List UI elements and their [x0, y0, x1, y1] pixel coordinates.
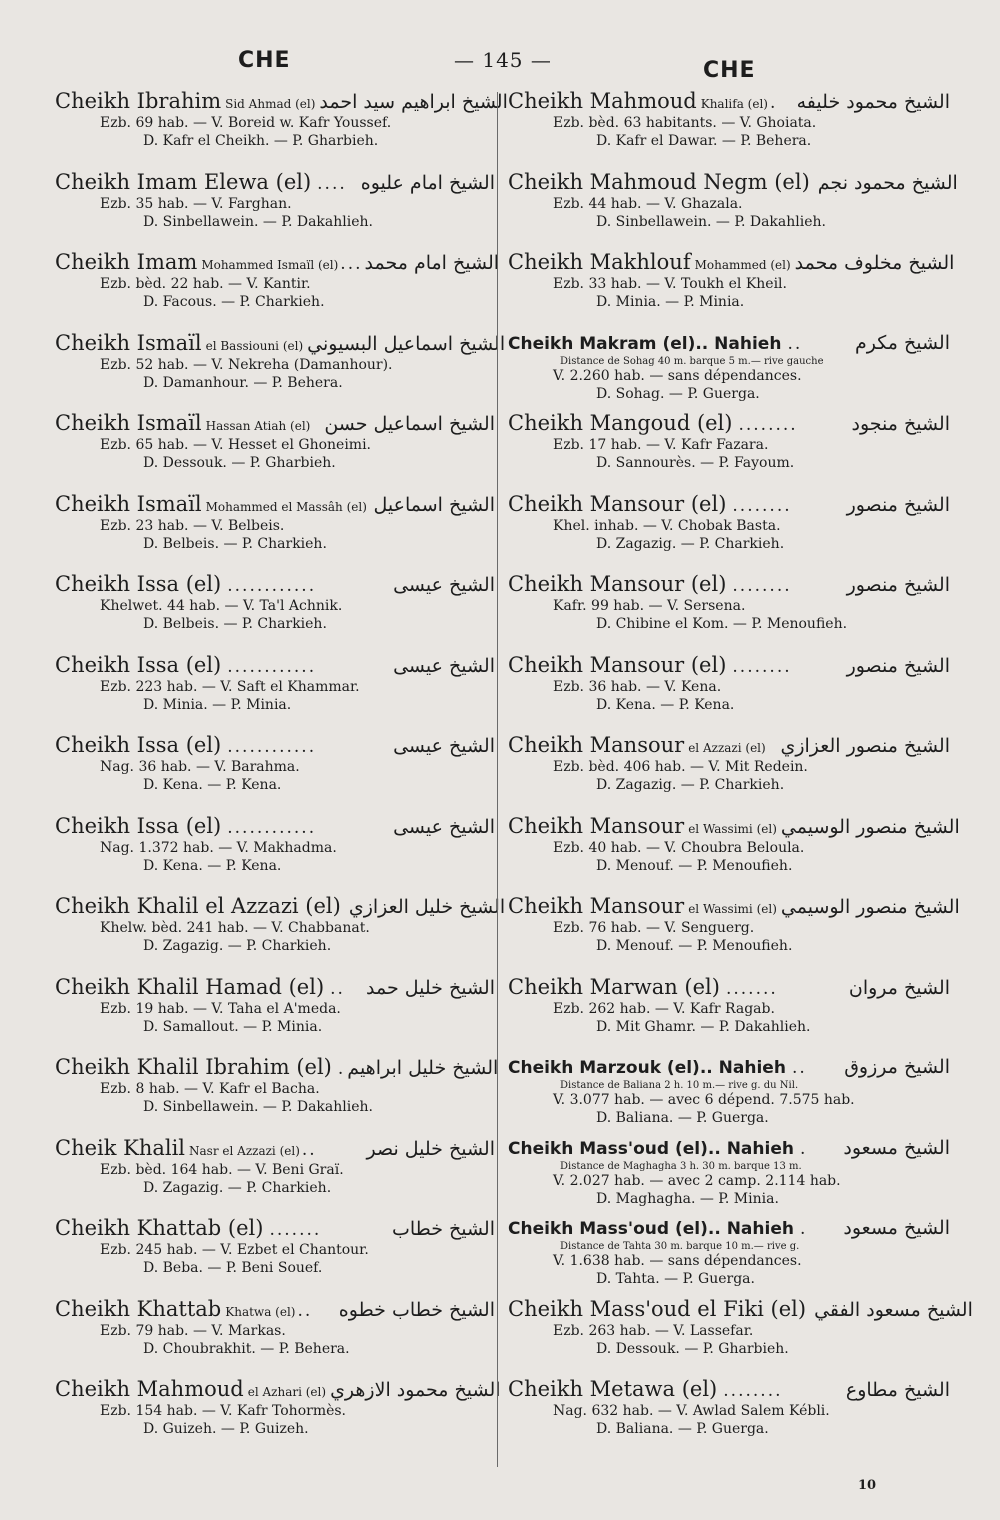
entry-detail-line: Ezb. bèd. 22 hab. — V. Kantir.	[100, 276, 311, 292]
entry-name: Cheikh Ibrahim	[55, 89, 222, 113]
directory-entry	[508, 88, 950, 169]
directory-entry	[55, 330, 506, 411]
leader-dots: ........	[732, 576, 792, 596]
leader-dots: ....	[317, 173, 347, 194]
leader-dots: ............	[227, 576, 317, 596]
entry-heading	[508, 571, 950, 597]
entry-detail-line: Ezb. bèd. 63 habitants. — V. Ghoiata.	[553, 115, 817, 131]
entry-arabic-name: الشيخ مكرم	[855, 331, 950, 354]
leader-dots: .......	[269, 1220, 322, 1240]
entry-name-suffix: Mohammed Ismaïl (el)	[201, 258, 339, 272]
entry-detail-line: Ezb. bèd. 164 hab. — V. Beni Graï.	[100, 1161, 344, 1178]
entry-detail-line: Nag. 1.372 hab. — V. Makhadma.	[100, 839, 337, 856]
entry-detail-line: Ezb. 223 hab. — V. Saft el Khammar.	[100, 678, 360, 695]
entry-name: Cheikh Mahmoud	[55, 1377, 244, 1401]
entry-distance-note: Distance de Sohag 40 m. barque 5 m.— rive gauche	[560, 355, 824, 367]
entry-district-line: D. Sinbellawein. — P. Dakahlieh.	[143, 213, 373, 230]
entry-arabic-name: الشيخ عيسى	[393, 815, 495, 838]
entry-detail-line: Ezb. 40 hab. — V. Choubra Beloula.	[553, 839, 805, 856]
entry-district-line: D. Minia. — P. Minia.	[143, 696, 292, 713]
entry-detail-line: Ezb. 262 hab. — V. Kafr Ragab.	[553, 1000, 775, 1017]
entry-district-line: D. Kafr el Dawar. — P. Behera.	[596, 133, 812, 149]
entry-arabic-name: الشيخ محمود خليفه	[796, 91, 950, 113]
entry-arabic-name: الشيخ خطاب	[391, 1218, 495, 1240]
leader-dots: ............	[227, 737, 317, 757]
entry-heading	[55, 249, 500, 275]
entry-arabic-name: الشيخ خطاب خطوه	[338, 1298, 495, 1321]
leader-dots: ............	[227, 656, 317, 677]
entry-name-suffix: Khalifa (el)	[700, 97, 768, 111]
column-divider	[497, 92, 498, 1467]
entry-name-suffix: Hassan Atiah (el)	[205, 419, 311, 433]
entry-heading	[508, 249, 955, 275]
directory-entry	[508, 732, 950, 813]
entry-name: Cheikh Mansour	[508, 733, 685, 757]
entry-detail-line: Ezb. bèd. 406 hab. — V. Mit Redein.	[553, 759, 808, 775]
entry-detail-line: Khelwet. 44 hab. — V. Ta'l Achnik.	[100, 598, 343, 614]
entry-name: Cheikh Mansour	[508, 813, 685, 838]
directory-entry	[508, 1296, 973, 1377]
entry-arabic-name: الشيخ اسماعيل البسيوني	[307, 332, 506, 355]
entry-name-suffix: el Azhari (el)	[247, 1385, 327, 1399]
entry-heading	[508, 1296, 973, 1322]
entry-name: Cheik Khalil	[55, 1135, 186, 1160]
entry-name: Cheikh Khalil Ibrahim (el)	[55, 1055, 332, 1079]
entry-heading	[508, 1376, 950, 1402]
entry-district-line: D. Kena. — P. Kena.	[143, 857, 282, 874]
entry-heading	[55, 571, 495, 597]
entry-detail-line: V. 3.077 hab. — avec 6 dépend. 7.575 hab.	[553, 1092, 855, 1108]
entry-heading	[508, 1135, 950, 1161]
entry-name-suffix: el Wassimi (el)	[688, 902, 777, 916]
entry-arabic-name: الشيخ منصور الوسيمي	[780, 896, 960, 918]
directory-entry	[508, 1376, 950, 1457]
entry-name: Cheikh Issa (el)	[55, 733, 222, 757]
entry-name: Cheikh Metawa (el)	[508, 1377, 718, 1401]
entry-detail-line: Khel. inhab. — V. Chobak Basta.	[553, 517, 781, 534]
entry-name: Cheikh Ismaïl	[55, 491, 202, 516]
entry-name-suffix: Mohammed el Massâh (el)	[205, 499, 367, 514]
entry-name: Cheikh Mahmoud	[508, 89, 697, 113]
leader-dots: ..	[330, 978, 345, 999]
entry-heading	[55, 893, 506, 919]
entry-detail-line: Ezb. 154 hab. — V. Kafr Tohormès.	[100, 1403, 347, 1419]
running-head-left: CHE	[238, 48, 291, 73]
entry-arabic-name: الشيخ مخلوف محمد	[794, 252, 955, 274]
entry-arabic-name: الشيخ مسعود	[843, 1217, 950, 1239]
leader-dots: ........	[732, 656, 792, 677]
entry-distance-note: Distance de Tahta 30 m. barque 10 m.— rive g.	[560, 1241, 800, 1252]
entry-name: Cheikh Mass'oud el Fiki (el)	[508, 1296, 807, 1321]
entry-heading	[55, 169, 495, 195]
leader-dots: ...	[340, 254, 363, 274]
entry-heading	[508, 169, 958, 195]
directory-entry	[508, 893, 960, 974]
leader-dots: ..	[297, 1300, 313, 1321]
entry-district-line: D. Zagazig. — P. Charkieh.	[596, 777, 785, 793]
entry-detail-line: Ezb. 33 hab. — V. Toukh el Kheil.	[553, 276, 787, 292]
entry-name: Cheikh Marzouk (el).. Nahieh	[508, 1058, 786, 1078]
entry-name: Cheikh Makhlouf	[508, 250, 691, 274]
directory-entry	[55, 813, 495, 894]
entry-arabic-name: الشيخ عيسى	[393, 654, 495, 677]
entry-name: Cheikh Ismaïl	[55, 411, 202, 435]
entry-district-line: D. Zagazig. — P. Charkieh.	[143, 938, 332, 954]
entry-district-line: D. Mit Ghamr. — P. Dakahlieh.	[596, 1018, 811, 1035]
leader-dots: ........	[738, 415, 798, 435]
entry-district-line: D. Zagazig. — P. Charkieh.	[143, 1179, 332, 1196]
entry-district-line: D. Samallout. — P. Minia.	[143, 1018, 323, 1035]
entry-district-line: D. Belbeis. — P. Charkieh.	[143, 616, 327, 632]
entry-heading	[55, 813, 495, 839]
directory-entry	[508, 1215, 950, 1296]
entry-arabic-name: الشيخ منصور العزازي	[780, 735, 950, 757]
entry-district-line: D. Sinbellawein. — P. Dakahlieh.	[596, 213, 826, 230]
entry-detail-line: Ezb. 76 hab. — V. Senguerg.	[553, 920, 755, 936]
leader-dots: .......	[725, 978, 778, 999]
directory-entry	[508, 652, 950, 733]
entry-arabic-name: الشيخ منصور الوسيمي	[780, 815, 960, 838]
entry-detail-line: Ezb. 79 hab. — V. Markas.	[100, 1322, 286, 1339]
entry-detail-line: Ezb. 36 hab. — V. Kena.	[553, 678, 722, 695]
directory-entry	[508, 249, 955, 330]
entry-name-suffix: el Wassimi (el)	[688, 821, 777, 836]
directory-entry	[508, 974, 950, 1055]
entry-detail-line: Ezb. 8 hab. — V. Kafr el Bacha.	[100, 1081, 320, 1097]
entry-heading	[55, 1054, 499, 1080]
entry-arabic-name: الشيخ عيسى	[393, 735, 495, 757]
entry-name: Cheikh Issa (el)	[55, 813, 222, 838]
entry-district-line: D. Kafr el Cheikh. — P. Gharbieh.	[143, 133, 379, 149]
leader-dots: ..	[791, 1058, 807, 1078]
directory-entry	[55, 652, 495, 733]
directory-entry	[55, 410, 495, 491]
entry-heading	[55, 974, 495, 1000]
entry-arabic-name: الشيخ محمود نجم	[817, 171, 958, 194]
entry-name: Cheikh Ismaïl	[55, 330, 202, 355]
entry-detail-line: Nag. 36 hab. — V. Barahma.	[100, 759, 300, 775]
entry-heading	[55, 88, 508, 114]
running-head-right: CHE	[703, 58, 756, 83]
entry-name: Cheikh Imam Elewa (el)	[55, 169, 312, 194]
entry-name: Cheikh Mansour (el)	[508, 572, 727, 596]
entry-district-line: D. Baliana. — P. Guerga.	[596, 1421, 769, 1437]
leader-dots: ..	[301, 1139, 317, 1160]
entry-detail-line: Ezb. 245 hab. — V. Ezbet el Chantour.	[100, 1242, 369, 1258]
entry-name: Cheikh Issa (el)	[55, 572, 222, 596]
entry-heading	[55, 410, 495, 436]
entry-arabic-name: الشيخ خليل ابراهيم	[347, 1057, 499, 1079]
directory-entry	[55, 1215, 495, 1296]
entry-heading	[508, 491, 950, 517]
directory-entry	[55, 1376, 501, 1457]
entry-district-line: D. Menouf. — P. Menoufieh.	[596, 857, 793, 874]
entry-name: Cheikh Khattab	[55, 1296, 222, 1321]
directory-entry	[508, 1054, 950, 1135]
entry-arabic-name: الشيخ مروان	[848, 976, 950, 999]
directory-entry	[55, 1135, 495, 1216]
entry-heading	[508, 732, 950, 758]
entry-district-line: D. Chibine el Kom. — P. Menoufieh.	[596, 616, 848, 632]
entry-name-suffix: Khatwa (el)	[225, 1304, 296, 1319]
entry-arabic-name: الشيخ محمود الازهري	[330, 1379, 501, 1401]
entry-heading	[508, 330, 950, 356]
entry-district-line: D. Sannourès. — P. Fayoum.	[596, 455, 795, 471]
directory-entry	[55, 893, 506, 974]
leader-dots: ........	[723, 1381, 783, 1401]
entry-name: Cheikh Makram (el).. Nahieh	[508, 333, 782, 354]
entry-arabic-name: الشيخ اسماعيل	[373, 493, 495, 516]
entry-name: Cheikh Mangoud (el)	[508, 411, 733, 435]
directory-entry	[508, 571, 950, 652]
entry-detail-line: Ezb. 17 hab. — V. Kafr Fazara.	[553, 437, 769, 453]
entry-heading	[55, 652, 495, 678]
entry-arabic-name: الشيخ منصور	[846, 574, 950, 596]
entry-heading	[508, 1054, 950, 1080]
entry-district-line: D. Baliana. — P. Guerga.	[596, 1110, 769, 1126]
directory-entry	[55, 974, 495, 1055]
entry-name: Cheikh Mass'oud (el).. Nahieh	[508, 1219, 794, 1239]
entry-detail-line: Ezb. 52 hab. — V. Nekreha (Damanhour).	[100, 356, 393, 373]
signature-mark: 10	[858, 1478, 877, 1493]
leader-dots: .	[799, 1219, 808, 1239]
page-number: — 145 —	[454, 48, 552, 72]
entry-name: Cheikh Mahmoud Negm (el)	[508, 169, 810, 194]
entry-arabic-name: الشيخ منجود	[851, 413, 950, 435]
directory-entry	[55, 491, 495, 572]
entry-district-line: D. Sohag. — P. Guerga.	[596, 385, 760, 402]
entry-heading	[55, 732, 495, 758]
entry-arabic-name: الشيخ خليل العزازي	[348, 896, 506, 918]
entry-district-line: D. Maghagha. — P. Minia.	[596, 1190, 779, 1207]
entry-detail-line: Kafr. 99 hab. — V. Sersena.	[553, 598, 746, 614]
entry-district-line: D. Belbeis. — P. Charkieh.	[143, 535, 327, 552]
entry-heading	[55, 1135, 495, 1161]
entry-heading	[55, 330, 506, 356]
entry-name-suffix: el Azzazi (el)	[688, 741, 766, 755]
entry-name: Cheikh Imam	[55, 250, 198, 274]
entry-district-line: D. Kena. — P. Kena.	[143, 777, 282, 793]
entry-detail-line: Ezb. 65 hab. — V. Hesset el Ghoneimi.	[100, 437, 372, 453]
leader-dots: .	[799, 1138, 808, 1159]
entry-heading	[55, 491, 495, 517]
entry-heading	[508, 652, 950, 678]
entry-arabic-name: الشيخ مطاوع	[845, 1379, 950, 1401]
directory-entry	[508, 330, 950, 411]
right-column	[508, 88, 973, 1457]
entry-district-line: D. Menouf. — P. Menoufieh.	[596, 938, 793, 954]
entry-district-line: D. Sinbellawein. — P. Dakahlieh.	[143, 1099, 373, 1115]
entry-district-line: D. Dessouk. — P. Gharbieh.	[596, 1340, 789, 1357]
entry-district-line: D. Beba. — P. Beni Souef.	[143, 1260, 323, 1276]
entry-detail-line: Ezb. 44 hab. — V. Ghazala.	[553, 195, 743, 212]
entry-detail-line: Ezb. 23 hab. — V. Belbeis.	[100, 517, 285, 534]
entry-district-line: D. Damanhour. — P. Behera.	[143, 374, 343, 391]
directory-entry	[55, 169, 495, 250]
entry-heading	[55, 1376, 501, 1402]
entry-district-line: D. Facous. — P. Charkieh.	[143, 294, 325, 310]
entry-detail-line: Ezb. 69 hab. — V. Boreid w. Kafr Youssef.	[100, 115, 392, 131]
entry-district-line: D. Kena. — P. Kena.	[596, 696, 735, 713]
entry-name-suffix: Sid Ahmad (el)	[225, 97, 316, 111]
entry-name: Cheikh Issa (el)	[55, 652, 222, 677]
directory-entry	[55, 88, 508, 169]
entry-name: Cheikh Marwan (el)	[508, 974, 720, 999]
directory-entry	[55, 1296, 495, 1377]
directory-entry	[55, 732, 495, 813]
directory-entry	[508, 1135, 950, 1216]
entry-arabic-name: الشيخ خليل نصر	[366, 1137, 495, 1160]
leader-dots: .	[769, 93, 778, 113]
entry-district-line: D. Choubrakhit. — P. Behera.	[143, 1340, 350, 1357]
entry-detail-line: V. 2.260 hab. — sans dépendances.	[553, 367, 802, 384]
directory-entry	[55, 249, 500, 330]
directory-entry	[55, 1054, 499, 1135]
entry-district-line: D. Guizeh. — P. Guizeh.	[143, 1421, 309, 1437]
entry-name: Cheikh Mansour	[508, 894, 685, 918]
entry-detail-line: V. 1.638 hab. — sans dépendances.	[553, 1253, 802, 1269]
directory-entry	[508, 410, 950, 491]
directory-entry	[508, 813, 960, 894]
directory-entry	[55, 571, 495, 652]
leader-dots: ............	[227, 817, 317, 838]
directory-entry	[508, 169, 958, 250]
entry-name: Cheikh Mansour (el)	[508, 491, 727, 516]
entry-district-line: D. Tahta. — P. Guerga.	[596, 1271, 755, 1287]
entry-arabic-name: الشيخ امام عليوه	[360, 171, 495, 194]
entry-name: Cheikh Khalil el Azzazi (el)	[55, 894, 341, 918]
entry-arabic-name: الشيخ امام محمد	[364, 252, 500, 274]
entry-arabic-name: الشيخ عيسى	[393, 574, 495, 596]
entry-heading	[508, 88, 950, 114]
directory-entry	[508, 491, 950, 572]
entry-arabic-name: الشيخ منصور	[846, 493, 950, 516]
entry-name: Cheikh Mass'oud (el).. Nahieh	[508, 1138, 794, 1159]
entry-arabic-name: الشيخ اسماعيل حسن	[324, 413, 495, 435]
entry-distance-note: Distance de Baliana 2 h. 10 m.— rive g. du Nil.	[560, 1080, 799, 1091]
left-column	[55, 88, 508, 1457]
entry-detail-line: Nag. 632 hab. — V. Awlad Salem Kébli.	[553, 1403, 830, 1419]
entry-heading	[508, 813, 960, 839]
entry-detail-line: Ezb. 19 hab. — V. Taha el A'meda.	[100, 1000, 341, 1017]
entry-distance-note: Distance de Maghagha 3 h. 30 m. barque 13 m.	[560, 1160, 802, 1172]
entry-name-suffix: el Bassiouni (el)	[205, 338, 304, 353]
entry-name-suffix: Nasr el Azzazi (el)	[189, 1143, 300, 1158]
entry-arabic-name: الشيخ خليل حمد	[366, 976, 495, 999]
entry-district-line: D. Zagazig. — P. Charkieh.	[596, 535, 785, 552]
entry-arabic-name: الشيخ مسعود الفقي	[814, 1298, 973, 1321]
entry-name-suffix: Mohammed (el)	[694, 258, 791, 272]
entry-arabic-name: الشيخ منصور	[846, 654, 950, 677]
entry-heading	[55, 1215, 495, 1241]
entry-arabic-name: الشيخ مرزوق	[844, 1056, 950, 1078]
entry-district-line: D. Dessouk. — P. Gharbieh.	[143, 455, 336, 471]
entry-detail-line: Ezb. 35 hab. — V. Farghan.	[100, 195, 292, 212]
entry-detail-line: Ezb. 263 hab. — V. Lassefar.	[553, 1322, 754, 1339]
entry-name: Cheikh Mansour (el)	[508, 652, 727, 677]
entry-detail-line: V. 2.027 hab. — avec 2 camp. 2.114 hab.	[553, 1172, 841, 1189]
entry-arabic-name: الشيخ مسعود	[843, 1136, 950, 1159]
leader-dots: ..	[787, 333, 803, 354]
entry-detail-line: Khelw. bèd. 241 hab. — V. Chabbanat.	[100, 920, 370, 936]
leader-dots: ........	[732, 495, 792, 516]
entry-heading	[55, 1296, 495, 1322]
entry-name: Cheikh Khattab (el)	[55, 1216, 264, 1240]
entry-heading	[508, 974, 950, 1000]
entry-district-line: D. Minia. — P. Minia.	[596, 294, 745, 310]
leader-dots: .	[337, 1059, 346, 1079]
entry-arabic-name: الشيخ ابراهيم سيد احمد	[319, 91, 508, 113]
entry-heading	[508, 1215, 950, 1241]
entry-heading	[508, 410, 950, 436]
entry-name: Cheikh Khalil Hamad (el)	[55, 974, 325, 999]
entry-heading	[508, 893, 960, 919]
